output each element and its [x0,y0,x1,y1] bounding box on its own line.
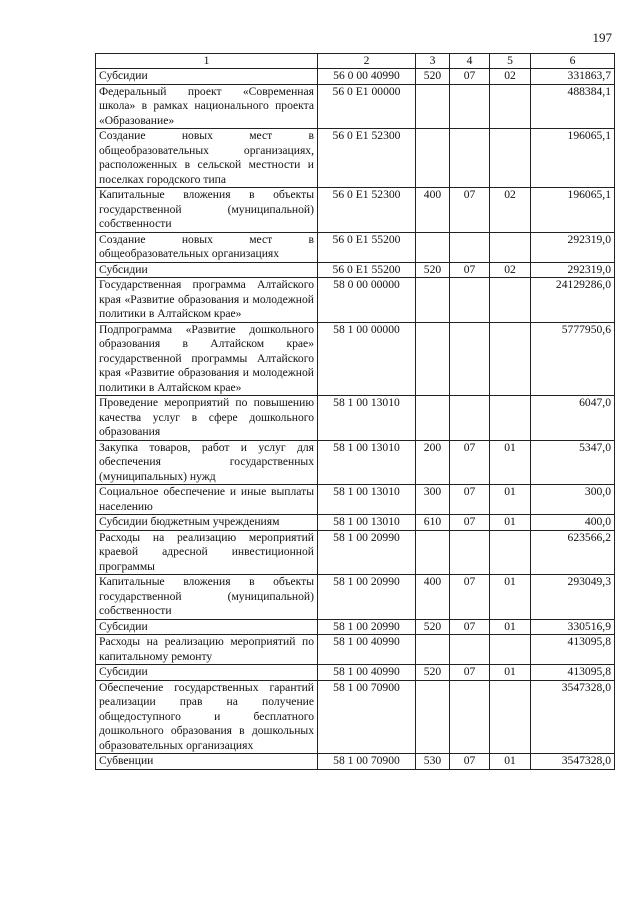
row-vr: 530 [416,754,450,770]
row-code: 56 0 E1 00000 [318,84,416,129]
table-row [96,619,615,635]
row-pr [490,530,531,575]
row-pr: 01 [490,515,531,531]
row-rz: 07 [450,262,490,278]
row-amount: 292319,0 [531,232,615,262]
row-vr: 200 [416,440,450,485]
column-header: 1 [96,54,318,69]
row-amount: 400,0 [531,515,615,531]
row-name: Субвенции [96,754,318,770]
row-rz [450,129,490,188]
row-pr: 01 [490,575,531,620]
row-amount: 24129286,0 [531,278,615,323]
row-amount: 3547328,0 [531,754,615,770]
table-row [96,515,615,531]
row-amount: 300,0 [531,485,615,515]
header-row [96,54,615,69]
row-pr: 02 [490,262,531,278]
row-code: 56 0 E1 55200 [318,262,416,278]
row-name: Создание новых мест в общеобразовательных организациях, расположенных в сельской местности и поселках городского типа [96,129,318,188]
row-name: Субсидии бюджетным учреждениям [96,515,318,531]
column-header: 3 [416,54,450,69]
row-name: Субсидии [96,665,318,681]
table-row [96,69,615,85]
row-name: Субсидии [96,69,318,85]
table-row [96,322,615,396]
table-row [96,84,615,129]
row-rz: 07 [450,665,490,681]
row-pr: 01 [490,440,531,485]
row-vr [416,129,450,188]
row-pr [490,232,531,262]
table-row [96,754,615,770]
row-pr [490,680,531,754]
row-name: Проведение мероприятий по повышению качества услуг в сфере дошкольного образования [96,396,318,441]
row-code: 58 1 00 40990 [318,635,416,665]
row-rz [450,680,490,754]
column-header: 4 [450,54,490,69]
row-pr: 02 [490,188,531,233]
row-vr: 300 [416,485,450,515]
row-name: Капитальные вложения в объекты государственной (муниципальной) собственности [96,575,318,620]
row-code: 58 1 00 20990 [318,530,416,575]
row-rz: 07 [450,619,490,635]
row-name: Расходы на реализацию мероприятий краевой адресной инвестиционной программы [96,530,318,575]
row-vr [416,530,450,575]
table-row [96,396,615,441]
row-rz [450,396,490,441]
row-pr: 02 [490,69,531,85]
row-name: Подпрограмма «Развитие дошкольного образования в Алтайском крае» государственной программы Алтайского края «Развитие образования и молодежной политики в Алтайском крае» [96,322,318,396]
row-amount: 413095,8 [531,665,615,681]
table-body [96,69,615,770]
row-pr [490,129,531,188]
row-name: Федеральный проект «Современная школа» в рамках национального проекта «Образование» [96,84,318,129]
table-row [96,232,615,262]
row-rz [450,530,490,575]
row-pr: 01 [490,619,531,635]
row-code: 58 1 00 70900 [318,754,416,770]
row-amount: 293049,3 [531,575,615,620]
page-number: 197 [592,30,612,45]
row-rz: 07 [450,575,490,620]
row-rz: 07 [450,188,490,233]
row-vr [416,635,450,665]
row-rz: 07 [450,69,490,85]
row-code: 58 1 00 40990 [318,665,416,681]
row-amount: 196065,1 [531,188,615,233]
row-amount: 6047,0 [531,396,615,441]
row-name: Обеспечение государственных гарантий реализации прав на получение общедоступного и бесплатного дошкольного образования в дошкольных образовательных организациях [96,680,318,754]
row-vr: 520 [416,69,450,85]
row-pr [490,278,531,323]
row-code: 58 1 00 20990 [318,619,416,635]
row-rz: 07 [450,515,490,531]
row-code: 56 0 00 40990 [318,69,416,85]
row-vr: 400 [416,575,450,620]
row-amount: 5347,0 [531,440,615,485]
row-name: Социальное обеспечение и иные выплаты населению [96,485,318,515]
row-vr [416,396,450,441]
row-name: Расходы на реализацию мероприятий по капитальному ремонту [96,635,318,665]
table-row [96,188,615,233]
row-amount: 623566,2 [531,530,615,575]
row-name: Капитальные вложения в объекты государственной (муниципальной) собственности [96,188,318,233]
row-vr: 400 [416,188,450,233]
row-code: 58 1 00 20990 [318,575,416,620]
table-row [96,665,615,681]
row-pr: 01 [490,754,531,770]
row-pr: 01 [490,485,531,515]
row-name: Субсидии [96,619,318,635]
row-vr [416,680,450,754]
row-name: Создание новых мест в общеобразовательных организациях [96,232,318,262]
row-vr: 520 [416,619,450,635]
row-code: 58 1 00 13010 [318,515,416,531]
row-vr: 520 [416,262,450,278]
row-rz [450,278,490,323]
row-vr [416,84,450,129]
row-code: 56 0 E1 52300 [318,188,416,233]
row-code: 58 1 00 13010 [318,485,416,515]
row-amount: 488384,1 [531,84,615,129]
table-row [96,440,615,485]
row-amount: 413095,8 [531,635,615,665]
row-vr: 610 [416,515,450,531]
row-rz [450,84,490,129]
table-row [96,635,615,665]
row-rz: 07 [450,754,490,770]
table-row [96,262,615,278]
column-header: 6 [531,54,615,69]
row-rz [450,232,490,262]
row-rz [450,635,490,665]
table-row [96,575,615,620]
row-rz [450,322,490,396]
row-amount: 292319,0 [531,262,615,278]
row-amount: 331863,7 [531,69,615,85]
row-pr [490,635,531,665]
row-code: 56 0 E1 55200 [318,232,416,262]
row-code: 58 1 00 00000 [318,322,416,396]
row-vr [416,322,450,396]
row-code: 58 1 00 70900 [318,680,416,754]
table-row [96,485,615,515]
row-code: 58 1 00 13010 [318,396,416,441]
row-pr: 01 [490,665,531,681]
row-amount: 196065,1 [531,129,615,188]
table-row [96,530,615,575]
row-vr [416,278,450,323]
table-row [96,278,615,323]
row-pr [490,396,531,441]
row-rz: 07 [450,485,490,515]
table-row [96,680,615,754]
row-name: Закупка товаров, работ и услуг для обеспечения государственных (муниципальных) нужд [96,440,318,485]
row-vr [416,232,450,262]
row-pr [490,322,531,396]
row-amount: 3547328,0 [531,680,615,754]
row-amount: 5777950,6 [531,322,615,396]
row-pr [490,84,531,129]
row-code: 56 0 E1 52300 [318,129,416,188]
column-header: 5 [490,54,531,69]
column-header: 2 [318,54,416,69]
budget-table [95,53,615,770]
row-name: Субсидии [96,262,318,278]
row-rz: 07 [450,440,490,485]
row-name: Государственная программа Алтайского края «Развитие образования и молодежной политики в Алтайском крае» [96,278,318,323]
row-code: 58 1 00 13010 [318,440,416,485]
row-vr: 520 [416,665,450,681]
row-amount: 330516,9 [531,619,615,635]
row-code: 58 0 00 00000 [318,278,416,323]
table-row [96,129,615,188]
